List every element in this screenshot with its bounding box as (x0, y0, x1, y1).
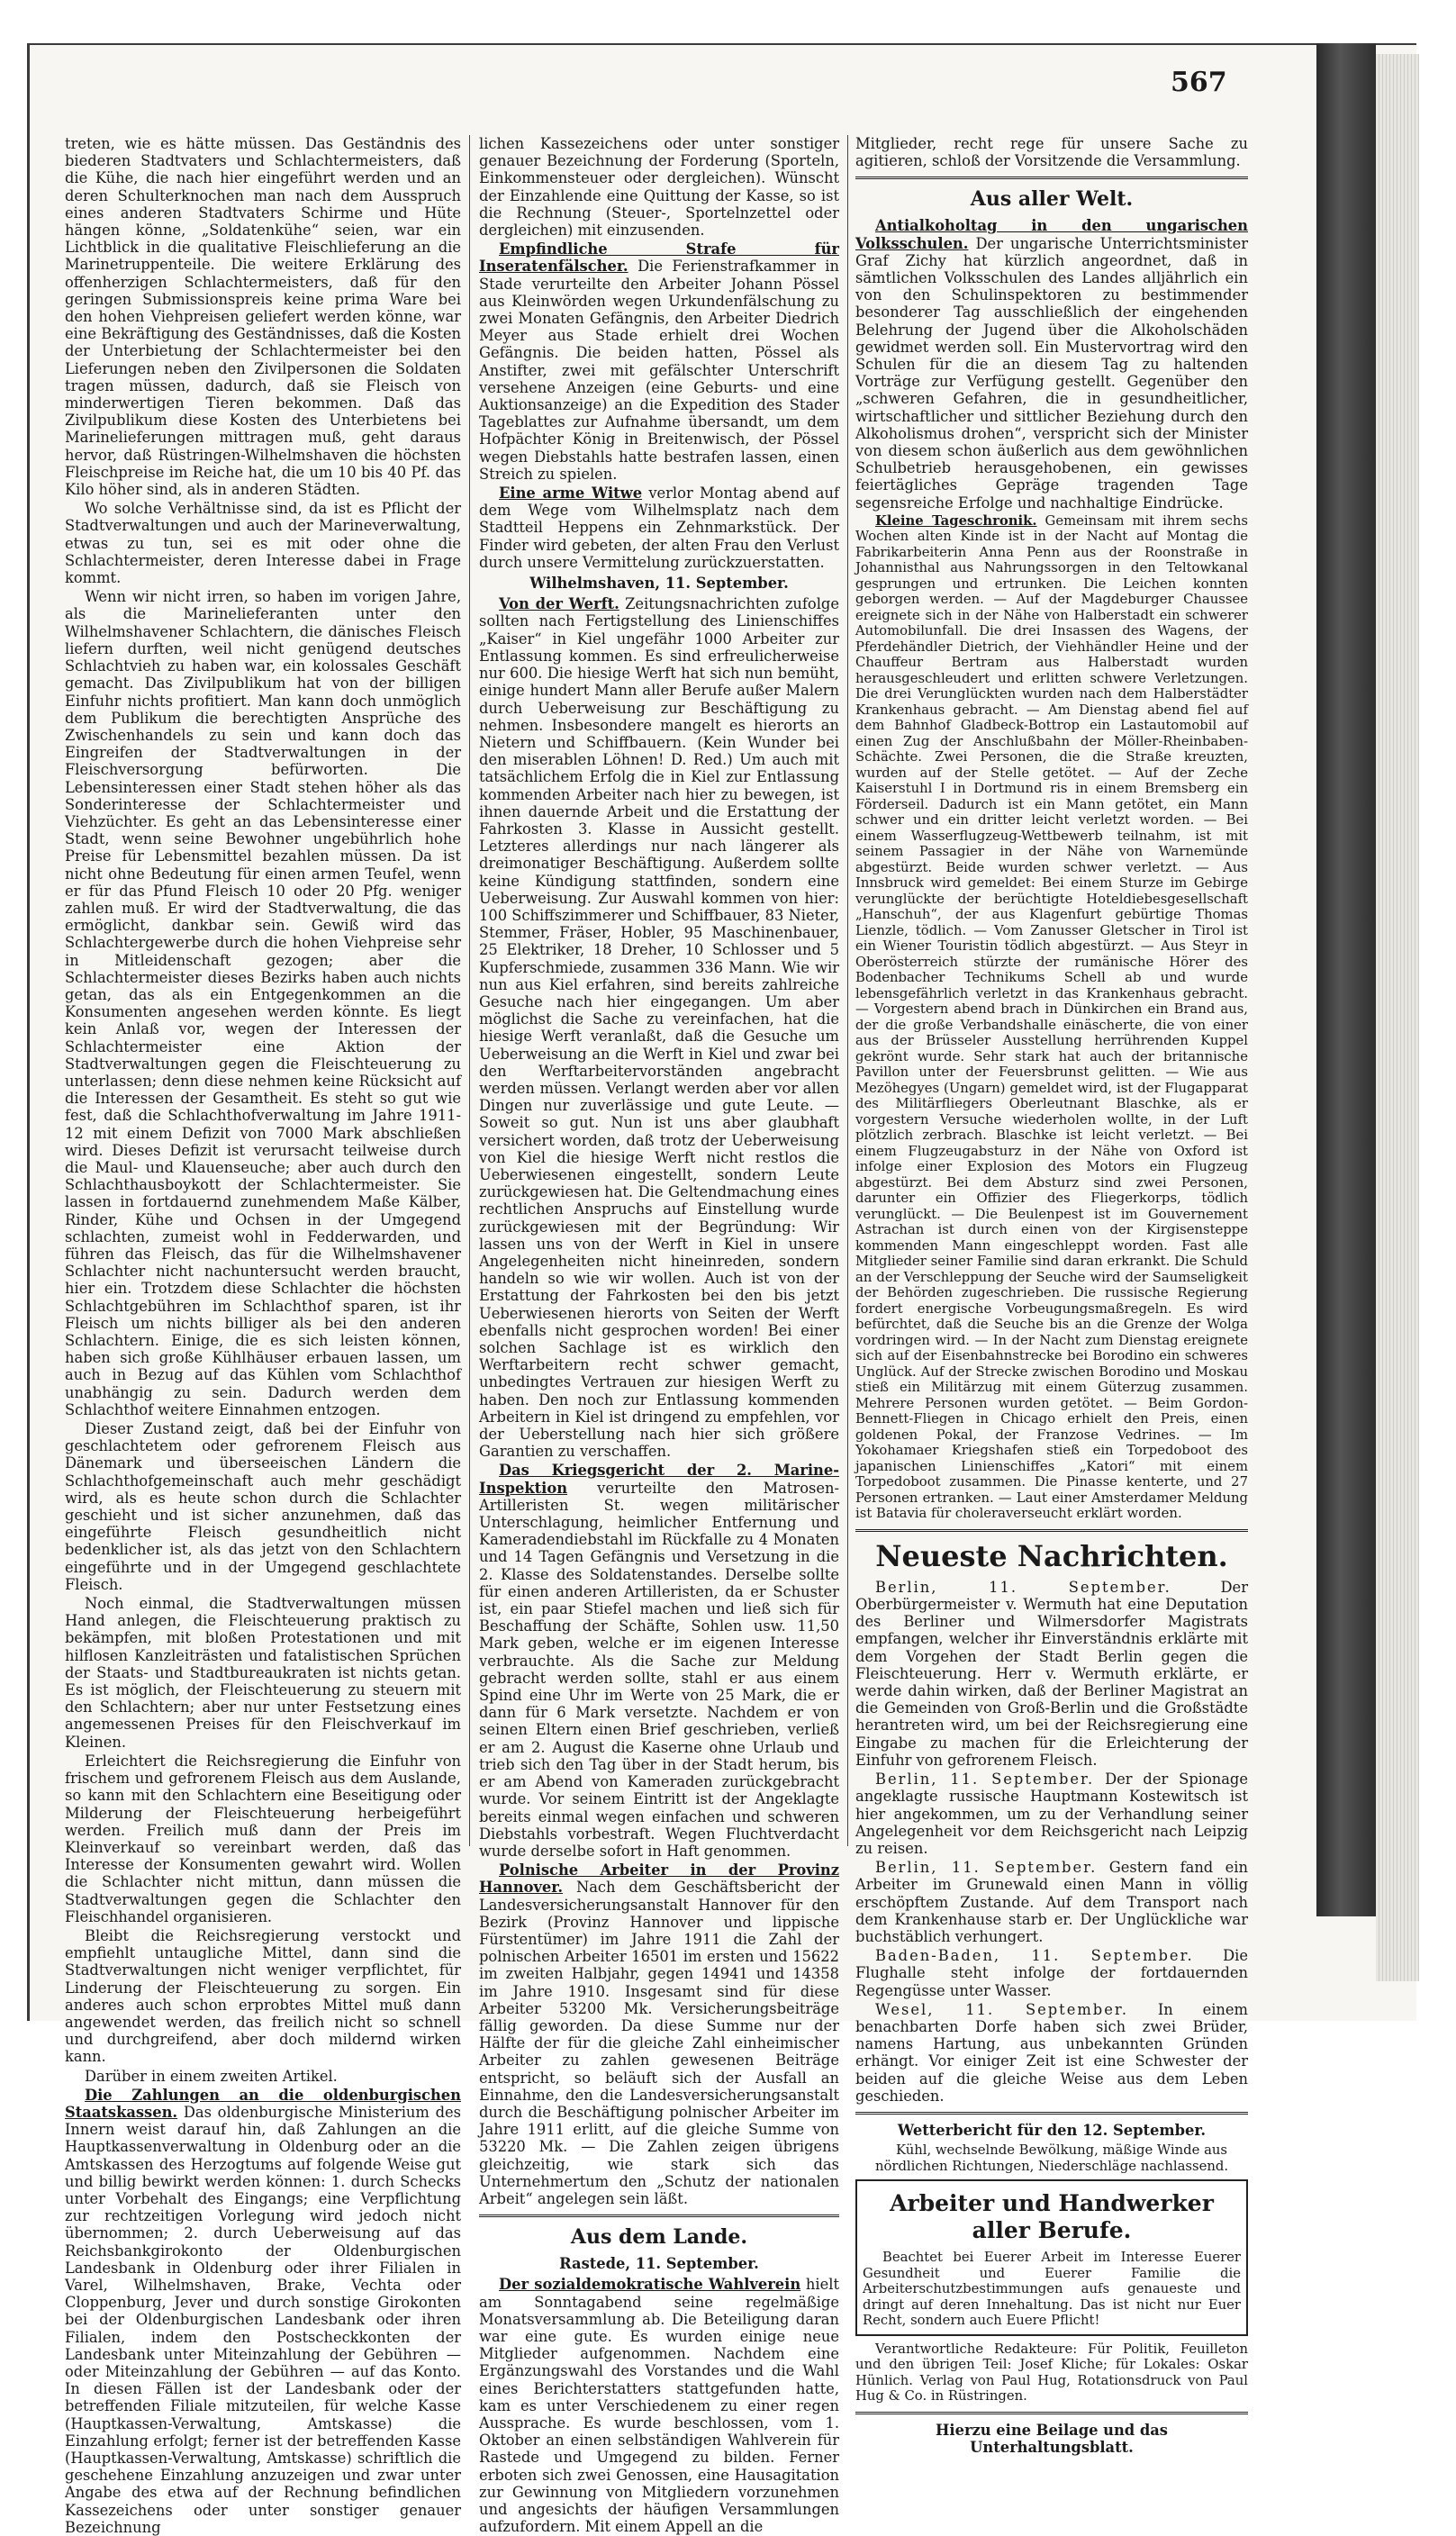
article-text: Nach dem Geschäftsbericht der Landesversicherungsanstalt Hannover für den Bezirk (Provinz Hannover und lippische Fürstentümer) im Jahre 1911 die Zahl der polnischen Arbeiter 16501 im ersten und 15622 im zweiten Halbjahr, gegen 14941 und 14358 im Jahre 1910. Insgesamt sind für diese Arbeiter 53200 Mk. Versicherungsbeiträge fällig geworden. Da diese Summe nur der Hälfte der für die gleiche Zahl einheimischer Arbeiter zu zahlen gewesenen Beiträge entspricht, so beläuft sich der Ausfall an Einnahme, den die Landesversicherungsanstalt durch die Beschäftigung polnischer Arbeiter im Jahre 1911 erlitt, auf die gleiche Summe von 53220 Mk. — Die Zahlen zeigen übrigens gleichzeitig, wie stark sich das Unternehmertum den „Schutz der nationalen Arbeit“ angelegen sein läßt. (479, 1879, 839, 2207)
news-text: Der Oberbürgermeister v. Wermuth hat eine Deputation des Berliner und Wilmersdorfer Magistrats empfangen, welcher ihr Einverständnis erklärte mit dem Vorgehen der Stadt Berlin gegen die Fleischteuerung. Herr v. Wermuth erklärte, er werde dahin wirken, daß der Berliner Magistrat an die Gemeinden von Groß-Berlin und die Großstädte herantreten wird, um bei der Reichsregierung eine Eingabe zu machen für die Erleichterung der Einfuhr von gefrorenem Fleisch. (855, 1578, 1248, 1769)
article-text: verurteilte den Matrosen-Artilleristen St. wegen militärischer Unterschlagung, heimlicher Entfernung und Kameradendiebstahl im Rückfalle zu 4 Monaten und 14 Tagen Gefängnis und Versetzung in die 2. Klasse des Soldatenstandes. Derselbe sollte für einen anderen Artilleristen, da er Schuster ist, ein paar Stiefel machen und ließ sich für Beschaffung der Schäfte, Sohlen usw. 11,50 Mark geben, welche er im eigenen Interesse verbrauchte. Als die Sache zur Meldung gebracht werden sollte, stahl er aus einem Spind eine Uhr im Werte von 25 Mark, die er dann für 6 Mark versetzte. Nachdem er von seinen Eltern einen Brief geschrieben, verließ er am 2. August die Kaserne ohne Urlaub und trieb sich den Tag über in der Stadt herum, bis er am Abend von Kameraden zurückgebracht wurde. Vor seinem Eintritt ist der Angeklagte bereits einmal wegen einfachen und schweren Diebstahls vorbestraft. Wegen Fluchtverdacht wurde derselbe sofort in Haft genommen. (479, 1479, 839, 1860)
dateline: Rastede, 11. September. (559, 2255, 759, 2273)
supplement-note: Hierzu eine Beilage und das Unterhaltungsblatt. (936, 2421, 1168, 2456)
article-title: Von der Werft. (499, 595, 619, 613)
book-spine (1316, 43, 1376, 1916)
column-2 (479, 135, 839, 2536)
section-divider (855, 177, 1248, 179)
news-item (855, 1859, 1248, 1945)
article-paragraph: Noch einmal, die Stadtverwaltungen müssen Hand anlegen, die Fleischteuerung praktisch zu bekämpfen, mit bloßen Protestationen und mit hilflosen Kanzleiträsten und fatalistischen Sprüchen der Staats- und Stadtbureaukraten ist nichts getan. Es ist möglich, der Fleischteuerung zu steuern mit den Schlachtern; aber nur unter Festsetzung eines angemessenen Preises für den Fleischverkauf im Kleinen. (65, 1595, 461, 1751)
dateline: Baden-Baden, 11. September. (875, 1947, 1194, 1965)
dateline: Wesel, 11. September. (875, 2000, 1129, 2018)
news-item (855, 1579, 1248, 1769)
article-title: Die Zahlungen an die oldenburgischen Staatskassen. (65, 2086, 461, 2121)
weather-text: Kühl, wechselnde Bewölkung, mäßige Winde aus nördlichen Richtungen, Niederschläge nachlassend. (874, 2142, 1229, 2174)
witwe-article (479, 485, 839, 571)
antialkohol-article (855, 217, 1248, 511)
strafe-article (479, 240, 839, 483)
article-title: Eine arme Witwe (499, 485, 643, 503)
article-paragraph: lichen Kassezeichens oder unter sonstiger genauer Bezeichnung der Forderung (Sporteln, Einkommensteuer oder dergleichen). Wünscht der Einzahlende eine Quittung der Kasse, so ist die Rechnung (Steuer-, Sportelnzettel oder dergleichen) mit einzusenden. (479, 135, 839, 240)
section-divider (855, 2412, 1248, 2414)
oldenburg-article (65, 2087, 461, 2536)
weather-title: Wetterbericht für den 12. September. (897, 2121, 1207, 2139)
notice-text: Beachtet bei Euerer Arbeit im Interesse Euerer Gesundheit und Euerer Familie die Arbeiterschutzbestimmungen aufs genaueste und dringt auf deren Innehaltung. Das ist nicht nur Euer Recht, sondern auch Euere Pflicht! (863, 2250, 1241, 2329)
article-text: Der ungarische Unterrichtsminister Graf Zichy hat kürzlich angeordnet, daß in sämtlichen Volksschulen des Landes alljährlich ein von den Schulinspektoren zu bestimmender besonderer Tag ausschließlich der eingehenden Belehrung der Jugend über die Alkoholschäden gewidmet werden soll. Ein Mustervortrag wird den Schulen für die an diesem Tag zu haltenden Vorträge zur Verfügung gestellt. Gegenüber den „schweren Gefahren, die in gesundheitlicher, wirtschaftlicher und sittlicher Beziehung durch den Alkoholismus drohen“, verspricht sich der Minister von diesem schon äußerlich aus dem gewöhnlichen Schulbetrieb herausgehobenen, ein gewisses feiertägliches Gepräge tragenden Tage segensreiche Erfolge und nachhaltige Eindrücke. (855, 234, 1248, 512)
dateline: Berlin, 11. September. (875, 1771, 1095, 1789)
dateline: Berlin, 11. September. (875, 1578, 1171, 1596)
page-edges (1376, 54, 1419, 1981)
article-paragraph: Dieser Zustand zeigt, daß bei der Einfuhr von geschlachtetem oder gefrorenem Fleisch aus Dänemark und überseeischen Ländern die Schlachthofgemeinschaft auch mehr geschädigt wird, als es heute schon durch die Schlachter geschieht und ist sicher anzunehmen, daß das eingeführte Fleisch gesundheitlich nicht bedenklicher ist, als das jetzt von den Schlachtern eingeführte und in der Umgegend geschlachtete Fleisch. (65, 1420, 461, 1593)
section-divider (855, 1529, 1248, 1532)
article-title: Antialkoholtag in den ungarischen Volksschulen. (855, 217, 1248, 252)
article-title: Der sozialdemokratische Wahlverein (499, 2276, 801, 2294)
article-text: Zeitungsnachrichten zufolge sollten nach Fertigstellung des Linienschiffes „Kaiser“ in Kiel ungefähr 1000 Arbeiter zur Entlassung kommen. Es sind erfreulicherweise nur 600. Die hiesige Werft hat sich nun bemüht, einige hundert Mann aller Berufe außer Malern durch Ueberweisung zur Beschäftigung zu nehmen. Insbesondere mangelt es hierorts an Nietern und Schiffbauern. (Kein Wunder bei den miserablen Löhnen! D. Red.) Um auch mit tatsächlichem Erfolg die in Kiel zur Entlassung kommenden Arbeiter nach hier zu bewegen, ist ihnen dauernde Arbeit und die Erstattung der Fahrkosten 3. Klasse in Aussicht gestellt. Letzteres allerdings nur nach längerer als dreimonatiger Beschäftigung. Außerdem sollte keine Kündigung stattfinden, sondern eine Ueberweisung. Zur Auswahl kommen von hier: 100 Schiffszimmerer und Schiffbauer, 83 Nieter, Stemmer, Fräser, Hobler, 95 Maschinenbauer, 25 Elektriker, 18 Dreher, 10 Schlosser und 5 Kupferschmiede, zusammen 336 Mann. Wie wir nun aus Kiel erfahren, sind bereits zahlreiche Gesuche nach hier eingegangen. Um aber möglichst die Sache zu vereinfachen, hat die hiesige Werft veranlaßt, daß die Gesuche um Ueberweisung an die Werft in Kiel und zwar bei den Werftarbeitervorständen angebracht werden müssen. Verlangt werden aber vor allen Dingen nur zuverlässige und gute Leute. — Soweit so gut. Nun ist uns aber glaubhaft versichert worden, daß trotz der Ueberweisung von Kiel die hiesige Werft nicht restlos die Ueberwiesenen eingestellt, sondern Leute zurückgewiesen hat. Die Geltendmachung eines rechtlichen Anspruchs auf Einstellung wurde zurückgewiesen mit der Begründung: Wir lassen uns von der Werft in Kiel in unsere Angelegenheiten nicht hineinreden, sondern handeln so wie wir wollen. Auch ist von der Erstattung der Fahrkosten bei den bis jetzt Ueberwiesenen hierorts von Seiten der Werft ebenfalls nicht gesprochen worden! Bei einer solchen Sachlage ist es wirklich den Werftarbeitern recht schwer gemacht, unbedingtes Vertrauen zur hiesigen Werft zu haben. Den noch zur Entlassung kommenden Arbeitern in Kiel ist dringend zu empfehlen, vor der Ueberstellung nach hier sich größere Garantien zu verschaffen. (479, 595, 839, 1461)
column-rule (469, 135, 470, 1846)
page-number: 567 (1171, 67, 1227, 98)
article-title: Polnische Arbeiter in der Provinz Hannover. (479, 1861, 839, 1897)
news-item (855, 1771, 1248, 1857)
section-heading: Aus dem Lande. (570, 2225, 748, 2250)
dateline: Berlin, 11. September. (875, 1859, 1098, 1877)
section-heading: Aus aller Welt. (970, 187, 1134, 212)
article-title: Empfindliche Strafe für Inseratenfälscher. (479, 240, 839, 276)
chronik-article (855, 513, 1248, 1522)
article-paragraph: Wenn wir nicht irren, so haben im vorigen Jahre, als die Marinelieferanten unter den Wilhelmshavener Schlachtern, die dänisches Fleisch liefern durften, weil nicht genügend deutsches Schlachtvieh zu haben war, ein kolossales Geschäft gemacht. Das Zivilpublikum hat von der billigen Einfuhr nichts profitiert. Man kann doch unmöglich dem Publikum die berechtigten Ansprüche des Zwischenhandels zu sein und kann doch das Eingreifen der Stadtverwaltungen in der Fleischversorgung befürworten. Die Lebensinteressen einer Stadt stehen höher als das Sonderinteresse der Schlachtermeister und Viehzüchter. Es geht an das Lebensinteresse einer Stadt, wenn seine Bewohner ungebührlich hohe Preise für Lebensmittel bezahlen müssen. Da ist nicht ohne Bedeutung für einen armen Teufel, wenn er für das Pfund Fleisch 10 oder 20 Pfg. weniger zahlen muß. Er wird der Stadtverwaltung, die das ermöglicht, dankbar sein. Gewiß wird das Schlachtergewerbe durch die hohen Viehpreise sehr in Mitleidenschaft gezogen; aber die Schlachtermeister dieses Bezirks haben auch nichts getan, das als ein Entgegenkommen an die Konsumenten angesehen werden könnte. Es liegt kein Anlaß vor, wegen der Interessen der Schlachtermeister eine Aktion der Stadtverwaltungen gegen die Fleischteuerung zu unterlassen; denn diese nehmen keine Rücksicht auf die Interessen der Gesamtheit. Es steht so gut wie fest, daß die Schlachthofverwaltung im Jahre 1911-12 mit einem Defizit von 7000 Mark abschließen wird. Dieses Defizit ist verursacht teilweise durch die Maul- und Klauenseuche; aber auch durch den Schlachthausboykott der Schlachtermeister. Sie lassen in fortdauernd zunehmendem Maße Kälber, Rinder, Kühe und Ochsen in der Umgegend schlachten, zumeist wohl in Fedderwarden, und führen das Fleisch, das für die Wilhelmshavener Schlachter nicht nachuntersucht werden braucht, hier ein. Trotzdem diese Schlachter die höchsten Schlachtgebühren im Schlachthof sparen, ist ihr Fleisch um nichts billiger als bei den anderen Schlachtern. Einige, die es sich leisten können, haben sich große Kühlhäuser erbauen lassen, um auch in Bezug auf das Kühlen vom Schlachthof unabhängig zu sein. Dadurch werden dem Schlachthof weitere Einnahmen entzogen. (65, 588, 461, 1418)
news-text: In einem benachbarten Dorfe haben sich zwei Brüder, namens Hartung, aus unbekannten Gründen erhängt. Vor einiger Zeit ist eine Schwester der beiden auf die gleiche Weise aus dem Leben geschieden. (855, 2000, 1248, 2105)
news-text: Die Flughalle steht infolge der fortdauernden Regengüsse unter Wasser. (855, 1947, 1248, 1999)
section-divider (855, 2112, 1248, 2115)
article-paragraph: Wo solche Verhältnisse sind, da ist es Pflicht der Stadtverwaltungen und auch der Marineverwaltung, etwas zu tun, sei es mit oder ohne die Schlachtermeister, deren Interesse dabei in Frage kommt. (65, 500, 461, 587)
column-3 (855, 135, 1248, 2456)
article-text: verlor Montag abend auf dem Wege vom Wilhelmsplatz nach dem Stadtteil Heppens ein Zehnmarkstück. Der Finder wird gebeten, der alten Frau den Verlust durch unsere Vermittelung zurückzuerstatten. (479, 485, 839, 571)
impressum: Verantwortliche Redakteure: Für Politik, Feuilleton und den übrigen Teil: Josef Kliche; für Lokales: Oskar Hünlich. Verlag von Paul Hug, Rotationsdruck von Paul Hug & Co. in Rüstringen. (855, 2341, 1248, 2405)
article-paragraph: Darüber in einem zweiten Artikel. (85, 2067, 338, 2085)
article-title: Das Kriegsgericht der 2. Marine-Inspektion (479, 1462, 839, 1497)
news-item (855, 2001, 1248, 2105)
news-text: Der der Spionage angeklagte russische Hauptmann Kostewitsch ist hier angekommen, um zu der Verhandlung seiner Angelegenheit vor dem Reichsgericht nach Leipzig zu reisen. (855, 1771, 1248, 1857)
news-item (855, 1947, 1248, 1999)
article-paragraph: Erleichtert die Reichsregierung die Einfuhr von frischem und gefrorenem Fleisch aus dem Auslande, so kann mit den Schlachtern eine Beseitigung oder Milderung der Fleischteuerung herbeigeführt werden. Freilich muß dann der Preis im Kleinverkauf so vereinbart werden, daß das Interesse der Konsumenten gewahrt wird. Wollen die Schlachter nicht mittun, dann müssen die Stadtverwaltungen gegen die Schlachter den Fleischhandel organisieren. (65, 1752, 461, 1925)
column-1 (65, 135, 461, 2536)
article-text: Das oldenburgische Ministerium des Innern weist darauf hin, daß Zahlungen an die Hauptkassenverwaltung in Oldenburg oder an die Amtskassen des Herzogtums auf folgende Weise gut und billig bewirkt werden können: 1. durch Schecks unter Vorbehalt des Eingangs; eine Verpflichtung zur rechtzeitigen Vorlegung wird jedoch nicht übernommen; 2. durch Ueberweisung auf das Reichsbankgirokonto der Oldenburgischen Landesbank in Oldenburg oder ihrer Filialen in Varel, Wilhelmshaven, Brake, Vechta oder Cloppenburg, Jever und durch sonstige Girokonten bei der Oldenburgischen Landesbank oder ihren Filialen, indem den Postscheckkonten der Landesbank unter Miteinzahlung der Gebühren — oder Miteinzahlung der Gebühren — auf das Konto. In diesen Fällen ist der Landesbank oder der betreffenden Filiale mitzuteilen, für welche Kasse (Hauptkassen-Verwaltung, Amtskasse) die Einzahlung erfolgt; ferner ist der betreffenden Kasse (Hauptkassen-Verwaltung, Amtskasse) schriftlich die geschehene Einzahlung anzuzeigen und zwar unter Angabe des etwa auf der Rechnung befindlichen Kassezeichens oder unter sonstiger genauer Bezeichnung (65, 2103, 461, 2536)
article-text: hielt am Sonntagabend seine regelmäßige Monatsversammlung ab. Die Beteiligung daran war eine gute. Es wurden einige neue Mitglieder aufgenommen. Nachdem eine Ergänzungswahl des Vorstandes und die Wahl eines Berichterstatters stattgefunden hatte, kam es unter Verschiedenem zu einer regen Aussprache. Es wurde beschlossen, vom 1. Oktober an einen selbständigen Wahlverein für Rastede und Umgegend zu bilden. Ferner erboten sich zwei Genossen, eine Hausagitation zur Gewinnung von Mitgliedern vorzunehmen und angesichts der häufigen Versammlungen aufzufordern. Mit einem Appell an die (479, 2276, 839, 2536)
article-paragraph: Mitglieder, recht rege für unsere Sache zu agitieren, schloß der Vorsitzende die Versammlung. (855, 135, 1248, 170)
notice-heading: Arbeiter und Handwerker aller Berufe. (890, 2190, 1214, 2244)
article-title: Kleine Tageschronik. (875, 512, 1037, 529)
werft-article (479, 595, 839, 1460)
wahlverein-article (479, 2276, 839, 2535)
polnisch-article (479, 1861, 839, 2207)
dateline: Wilhelmshaven, 11. September. (529, 575, 789, 593)
kriegsgericht-article (479, 1462, 839, 1860)
article-text: Gemeinsam mit ihrem sechs Wochen alten Kinde ist in der Nacht auf Montag die Fabrikarbeiterin Anna Penn aus der Roonstraße in Johannisthal aus Nahrungssorgen in den Teltowkanal gesprungen und ertrunken. Die Leichen konnten geborgen werden. — Auf der Magdeburger Chaussee ereignete sich in der Nähe von Halberstadt ein schwerer Automobilunfall. Die drei Insassen des Wagens, der Pferdehändler Dietrich, der Viehhändler Heine und der Chauffeur Bertram aus Halberstadt wurden herausgeschleudert und erlitten schwere Verletzungen. Die drei Verunglückten wurden nach dem Halberstädter Krankenhaus gebracht. — Am Dienstag abend fiel auf dem Bahnhof Gladbeck-Bottrop ein Lastautomobil auf einen Zug der Anschlußbahn der Möller-Rheinbaben-Schächte. Zwei Personen, die die Straße kreuzten, wurden auf der Stelle getötet. — Auf der Zeche Kaiserstuhl I in Dortmund ris in einem Bremsberg ein Förderseil. Dadurch ist ein Mann getötet, ein Mann schwer und ein dritter leicht verletzt worden. — Bei einem Wasserflugzeug-Wettbewerb teilnahm, ist mit seinem Passagier in der Nähe von Warnemünde abgestürzt. Beide wurden schwer verletzt. — Aus Innsbruck wird gemeldet: Bei einem Sturze im Gebirge verunglückte der berüchtigte Hoteldiebesgesellschaft „Hanschuh“, der aus Klagenfurt gebürtige Thomas Lienzle, tödlich. — Vom Zanusser Gletscher in Tirol ist ein Wiener Touristin tödlich abgestürzt. — Aus Steyr in Oberösterreich stürzte der rumänische Hörer des Bodenbacher Technikums Schell ab und wurde lebensgefährlich verletzt in das Krankenhaus gebracht. — Vorgestern abend brach in Dünkirchen ein Brand aus, der die große Verbandshalle einäscherte, die von einer aus der Brüsseler Ausstellung herrührenden Kuppel gekrönt wurde. Sehr stark hat auch der britannische Pavillon unter der Feuersbrunst gelitten. — Wie aus Mezöhegyes (Ungarn) gemeldet wird, ist der Flugapparat des Militärfliegers Oberleutnant Blaschke, als er vorgestern Versuche wiederholen wollte, in der Luft plötzlich zerbrach. Blaschke ist leicht verletzt. — Bei einem Flugzeugabsturz in der Nähe von Oxford ist infolge einer Explosion des Motors ein Flugzeug abgestürzt. Bei dem Absturz sind zwei Personen, darunter ein Offizier des Fliegerkorps, tödlich verunglückt. — Die Beulenpest ist im Gouvernement Astrachan ist durch einen von der Kirgisensteppe kommenden Mann eingeschleppt worden. Fast alle Mitglieder seiner Familie sind daran erkrankt. Die Schuld an der Verschleppung der Seuche wird der Saumseligkeit der Behörden zugeschrieben. Die russische Regierung fordert energische Vorbeugungsmaßregeln. Es wird befürchtet, daß die Seuche bis an die Grenze der Wolga vordringen wird. — In der Nacht zum Dienstag ereignete sich auf der Eisenbahnstrecke bei Borodino ein schweres Unglück. Auf der Strecke zwischen Borodino und Moskau stieß ein Militärzug mit einem Güterzug zusammen. Mehrere Personen wurden getötet. — Beim Gordon-Bennett-Fliegen in Chicago erhielt den Preis, einen goldenen Pokal, der Franzose Vedrines. — Im Yokohamaer Kriegshafen stieß ein Torpedoboot des japanischen Linienschiffes „Katori“ mit einem Torpedoboot zusammen. Die Pinasse kenterte, und 27 Personen ertranken. — Laut einer Amsterdamer Meldung ist Batavia für choleraverseucht erklärt worden. (855, 512, 1248, 1522)
news-text: Gestern fand ein Arbeiter im Grunewald einen Mann in völlig erschöpftem Zustande. Auf dem Transport nach dem Krankenhause starb er. Der Unglückliche war buchstäblich verhungert. (855, 1859, 1248, 1945)
article-paragraph: Bleibt die Reichsregierung verstockt und empfiehlt untaugliche Mittel, dann sind die Stadtverwaltungen nicht weniger verpflichtet, für Linderung der Fleischteuerung zu sorgen. Ein anderes auch schon erprobtes Mittel muß dann angewendet werden, das freilich nicht so schnell und durchgreifend, aber doch mildernd wirken kann. (65, 1926, 461, 2066)
article-paragraph: treten, wie es hätte müssen. Das Geständnis des biederen Stadtvaters und Schlachtermeisters, daß die Kühe, die nach hier eingeführt werden und an deren Schulterknochen man nach dem Ausspruch eines anderen Stadtvaters Schirme und Hüte hängen könne, „Soldatenkühe“ seien, war ein Lichtblick in die qualitative Fleischlieferung an die Marinetruppenteile. Die weitere Erklärung des offenherzigen Schlachtermeisters, daß für den geringen Submissionspreis keine prima Ware bei den hohen Viehpreisen geliefert werden könne, war eine Bekräftigung des Geständnisses, daß die Kosten der Unterbietung der Schlachtermeister bei den Lieferungen neben den Zivilpersonen die Soldaten tragen müssen, dadurch, daß sie Fleisch von minderwertigen Tieren bekommen. Daß das Zivilpublikum diese Kosten des Unterbietens bei Marinelieferungen mittragen muß, geht daraus hervor, daß Rüstringen-Wilhelmshaven die höchsten Fleischpreise im Reiche hat, die um 10 bis 40 Pf. das Kilo höher sind, als in anderen Städten. (65, 135, 461, 499)
notice-box (855, 2179, 1248, 2336)
column-rule (847, 135, 848, 1846)
section-heading: Neueste Nachrichten. (875, 1538, 1228, 1573)
article-text: Die Ferienstrafkammer in Stade verurteilte den Arbeiter Johann Pössel aus Kleinwörden wegen Urkundenfälschung zu zwei Monaten Gefängnis, den Arbeiter Diedrich Meyer aus Stade erhielt drei Wochen Gefängnis. Die beiden hatten, Pössel als Anstifter, zwei mit gefälschter Unterschrift versehene Anzeigen (eine Geburts- und eine Auktionsanzeige) an die Expedition des Stader Tageblattes zur Aufnahme übersandt, um dem Hofpächter König in Breitenwisch, der Pössel wegen Diebstahls hatte bestrafen lassen, einen Streich zu spielen. (479, 258, 839, 483)
section-divider (479, 2214, 839, 2217)
